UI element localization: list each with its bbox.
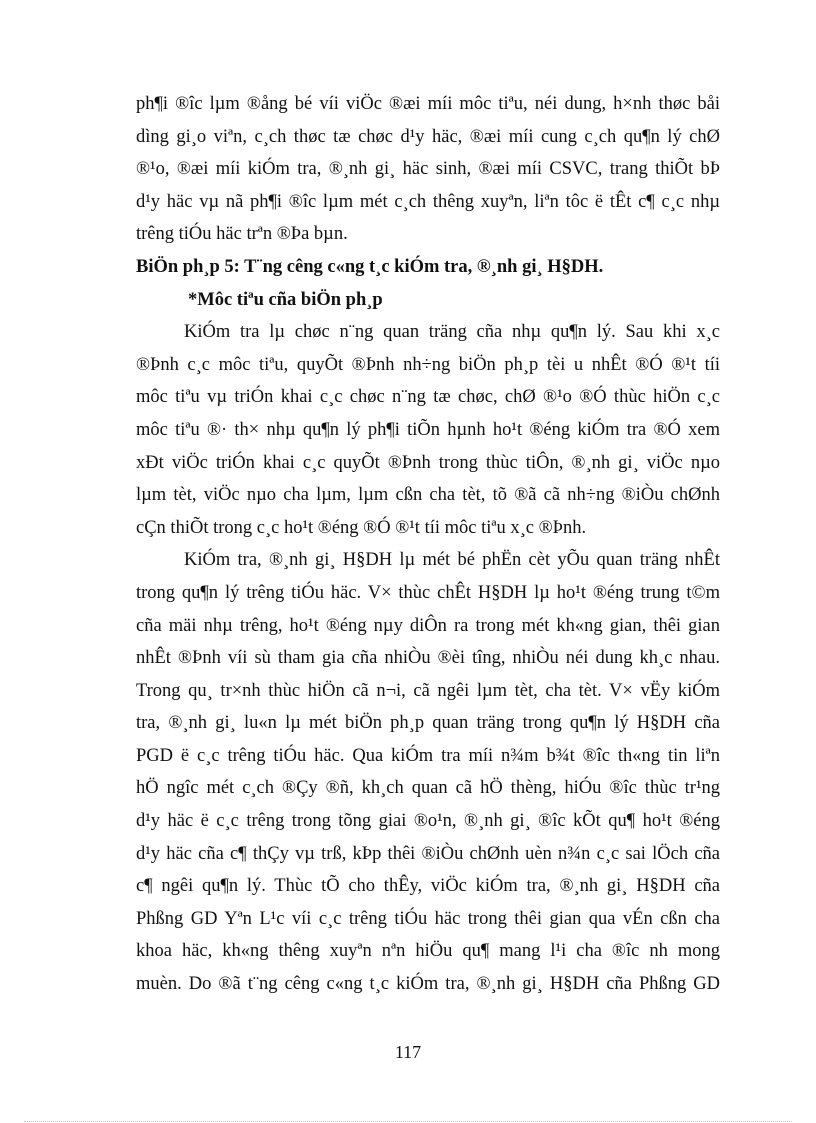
text-line: Phßng GD Yªn L¹c víi c¸c trêng tiÓu häc trong thêi gian qua vÉn cßn cha [136, 908, 720, 929]
page-number: 117 [394, 1042, 422, 1062]
text-line: d¹y häc ë c¸c trêng trong tõng giai ®o¹n, ®¸nh gi¸ ®îc kÕt qu¶ ho¹t ®éng [136, 811, 720, 832]
text-line: khoa häc, kh«ng thêng xuyªn nªn hiÖu qu¶ mang l¹i cha ®îc nh mong [136, 941, 720, 962]
text-line: trêng tiÓu häc trªn ®Þa bµn. [136, 224, 348, 245]
text-line: KiÓm tra lµ chøc n¨ng quan träng cña nhµ qu¶n lý. Sau khi x¸c [184, 322, 720, 343]
text-line: d¹y häc cña c¶ thÇy vµ trß, kÞp thêi ®iÒu chØnh uèn n¾n c¸c sai lÖch cña [136, 843, 720, 864]
text-line: môc tiªu ®· th× nhµ qu¶n lý ph¶i tiÕn hµnh ho¹t ®éng kiÓm tra ®Ó xem [136, 419, 720, 440]
document-page [136, 88, 720, 1001]
text-line: ®¹o, ®æi míi kiÓm tra, ®¸nh gi¸ häc sinh, ®æi míi CSVC, trang thiÕt bÞ [136, 159, 720, 180]
text-line: cña mäi nhµ trêng, ho¹t ®éng nµy diÔn ra trong mét kh«ng gian, thêi gian [136, 615, 720, 636]
text-line: lµm tèt, viÖc nµo cha lµm, lµm cßn cha tèt, tõ ®ã cã nh÷ng ®iÒu chØnh [136, 485, 720, 506]
page-bottom-divider [24, 1121, 792, 1122]
paragraph-3 [136, 544, 720, 1000]
text-line: nhÊt ®Þnh víi sù tham gia cña nhiÒu ®èi tîng, nhiÒu néi dung kh¸c nhau. [136, 648, 720, 669]
section-subheading: *Môc tiªu cña biÖn ph¸p [188, 289, 383, 310]
text-line: ph¶i ®îc lµm ®ång bé víi viÖc ®æi míi môc tiªu, néi dung, h×nh thøc båi [136, 94, 720, 114]
text-line: cÇn thiÕt trong c¸c ho¹t ®éng ®Ó ®¹t tíi môc tiªu x¸c ®Þnh. [136, 517, 587, 538]
text-line: d¹y häc vµ nã ph¶i ®îc lµm mét c¸ch thêng xuyªn, liªn tôc ë tÊt c¶ c¸c nhµ [136, 191, 720, 212]
text-line: ®Þnh c¸c môc tiªu, quyÕt ®Þnh nh÷ng biÖn ph¸p tèi u nhÊt ®Ó ®¹t tíi [136, 354, 720, 375]
text-line: dìng gi¸o viªn, c¸ch thøc tæ chøc d¹y häc, ®æi míi cung c¸ch qu¶n lý chØ [136, 126, 720, 147]
text-line: trong qu¶n lý trêng tiÓu häc. V× thùc chÊt H§DH lµ ho¹t ®éng trung t©m [136, 582, 720, 603]
text-line: muèn. Do ®ã t¨ng cêng c«ng t¸c kiÓm tra, ®¸nh gi¸ H§DH cña Phßng GD [136, 974, 720, 995]
text-line: PGD ë c¸c trêng tiÓu häc. Qua kiÓm tra míi n¾m b¾t ®îc th«ng tin liªn [136, 745, 720, 766]
text-line: môc tiªu vµ triÓn khai c¸c chøc n¨ng tæ chøc, chØ ®¹o ®Ó thùc hiÖn c¸c [136, 387, 720, 408]
paragraph-1 [136, 88, 720, 251]
text-line: KiÓm tra, ®¸nh gi¸ H§DH lµ mét bé phËn cèt yÕu quan träng nhÊt [184, 550, 720, 571]
text-line: hÖ ngîc mét c¸ch ®Çy ®ñ, kh¸ch quan cã hÖ thèng, hiÓu ®îc thùc tr¹ng [136, 778, 720, 799]
text-line: Trong qu¸ tr×nh thùc hiÖn cã n¬i, cã ngêi lµm tèt, cha tèt. V× vËy kiÓm [136, 680, 720, 701]
text-line: tra, ®¸nh gi¸ lu«n lµ mét biÖn ph¸p quan träng trong qu¶n lý H§DH cña [136, 713, 720, 734]
section-heading: BiÖn ph¸p 5: T¨ng cêng c«ng t¸c kiÓm tra, ®¸nh gi¸ H§DH. [136, 256, 604, 277]
text-line: xÐt viÖc triÓn khai c¸c quyÕt ®Þnh trong thùc tiÔn, ®¸nh gi¸ viÖc nµo [136, 452, 720, 473]
text-line: c¶ ngêi qu¶n lý. Thùc tÕ cho thÊy, viÖc kiÓm tra, ®¸nh gi¸ H§DH cña [136, 876, 720, 897]
paragraph-2 [136, 316, 720, 544]
